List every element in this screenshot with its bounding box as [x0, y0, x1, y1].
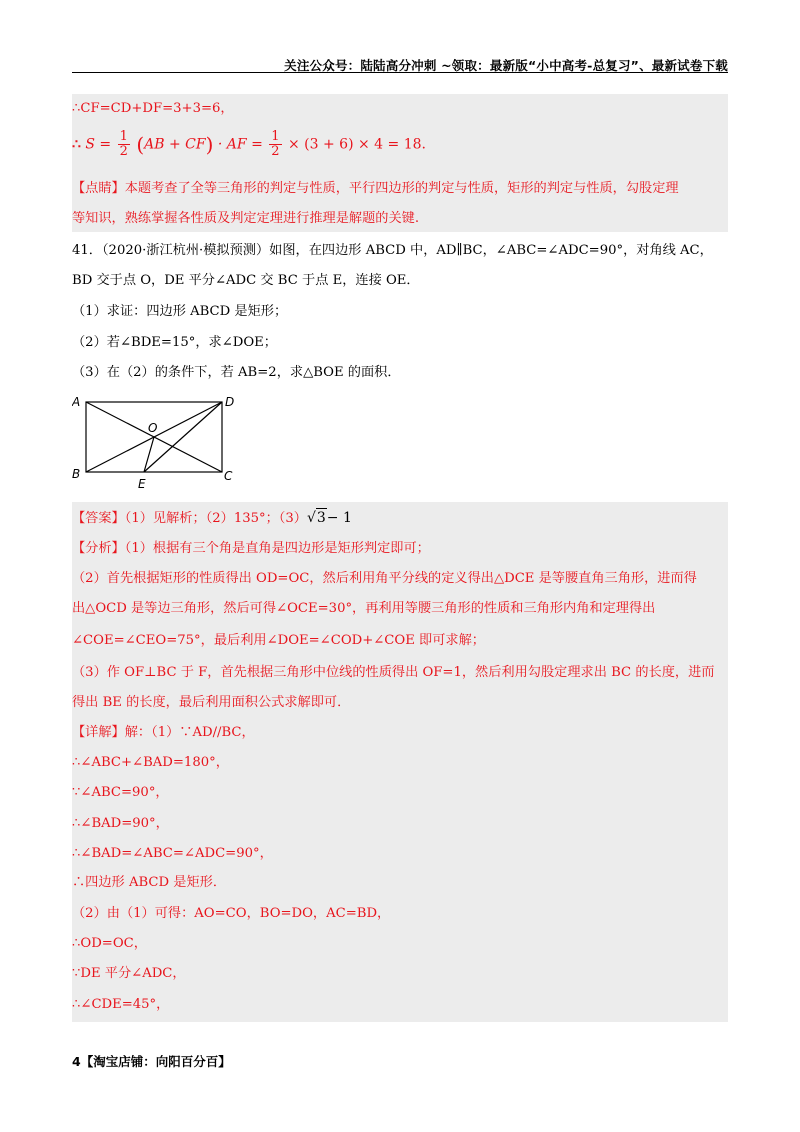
therefore-symbol: ∴ — [72, 136, 81, 153]
solution-line-3: ∵∠ABC=90°， — [72, 785, 169, 800]
solution-line-8: ∴OD=OC， — [72, 936, 147, 951]
solution-line-10: ∴∠CDE=45°， — [72, 997, 170, 1012]
solution-line-7: （2）由（1）可得：AO=CO，BO=DO，AC=BD， — [72, 906, 391, 921]
cf-line: ∴CF=CD+DF=3+3=6， — [72, 101, 234, 116]
page-footer: 4【淘宝店铺：向阳百分百】 — [72, 1054, 231, 1069]
analysis-line-2: （2）首先根据矩形的性质得出 OD=OC，然后利用角平分线的定义得出△DCE 是等腰直角三角形，进而得 — [72, 571, 697, 586]
question-2: （2）若∠BDE=15°，求∠DOE； — [72, 335, 277, 350]
label-c: C — [224, 469, 233, 483]
answer-line: 【答案】（1）见解析；（2）135°；（3） √ 3 − 1 — [72, 510, 352, 526]
comment-line-2: 等知识，熟练掌握各性质及判定定理进行推理是解题的关键. — [72, 211, 420, 226]
header-rule — [72, 72, 728, 73]
label-o: O — [148, 421, 158, 435]
solution-line-1: 【详解】解：（1）∵AD//BC， — [72, 725, 255, 740]
sqrt-three: √ 3 — [306, 510, 326, 526]
formula-s: S = — [85, 136, 112, 153]
fraction-half-1: $\frac{1}{2}$ — [119, 129, 128, 159]
formula-result: × (3 + 6) × 4 = 18 — [287, 136, 422, 153]
label-d: D — [225, 395, 235, 409]
segment-de — [144, 402, 222, 472]
analysis-line-6: 得出 BE 的长度，最后利用面积公式求解即可． — [72, 695, 351, 710]
formula-af: · AF = — [217, 136, 263, 153]
label-b: B — [72, 467, 81, 481]
solution-line-6: ∴四边形 ABCD 是矩形． — [72, 875, 227, 890]
problem-line-2: BD 交于点 O，DE 平分∠ADC 交 BC 于点 E，连接 OE． — [72, 273, 420, 288]
formula-ab-cf: AB + CF — [144, 136, 206, 153]
analysis-line-5: （3）作 OF⊥BC 于 F，首先根据三角形中位线的性质得出 OF=1，然后利用勾股定理求出 BC 的长度，进而 — [72, 665, 715, 680]
problem-line-1: 41．（2020·浙江杭州·模拟预测）如图，在四边形 ABCD 中，AD∥BC，∠ABC=∠ADC=90°，对角线 AC， — [72, 243, 713, 258]
area-formula: ∴ S = $\frac{1}{2}$ (AB + CF) · AF = $\frac{1}{2}$ × (3 + 6) × 4 = 18. — [72, 129, 426, 159]
solution-line-5: ∴∠BAD=∠ABC=∠ADC=90°， — [72, 846, 273, 861]
comment-line-1: 【点睛】本题考查了全等三角形的判定与性质，平行四边形的判定与性质，矩形的判定与性质，勾股定理 — [72, 181, 679, 196]
fraction-half-2: $\frac{1}{2}$ — [271, 129, 280, 159]
question-3: （3）在（2）的条件下，若 AB=2，求△BOE 的面积． — [72, 365, 401, 380]
analysis-line-4: ∠COE=∠CEO=75°，最后利用∠DOE=∠COD+∠COE 即可求解； — [72, 633, 485, 648]
solution-line-4: ∴∠BAD=90°， — [72, 816, 169, 831]
label-e: E — [138, 477, 146, 490]
analysis-line-1: 【分析】（1）根据有三个角是直角是四边形是矩形判定即可； — [72, 541, 430, 556]
page-header: 关注公众号：陆陆高分冲刺 ~领取：最新版“小中高考-总复习”、最新试卷下载 — [284, 58, 728, 73]
solution-line-9: ∵DE 平分∠ADC， — [72, 966, 186, 981]
solution-line-2: ∴∠ABC+∠BAD=180°， — [72, 755, 229, 770]
rectangle-figure — [72, 390, 252, 490]
label-a: A — [72, 395, 81, 409]
analysis-line-3: 出△OCD 是等边三角形，然后可得∠OCE=30°，再利用等腰三角形的性质和三角形内角和定理得出 — [72, 601, 656, 616]
question-1: （1）求证：四边形 ABCD 是矩形； — [72, 304, 288, 319]
